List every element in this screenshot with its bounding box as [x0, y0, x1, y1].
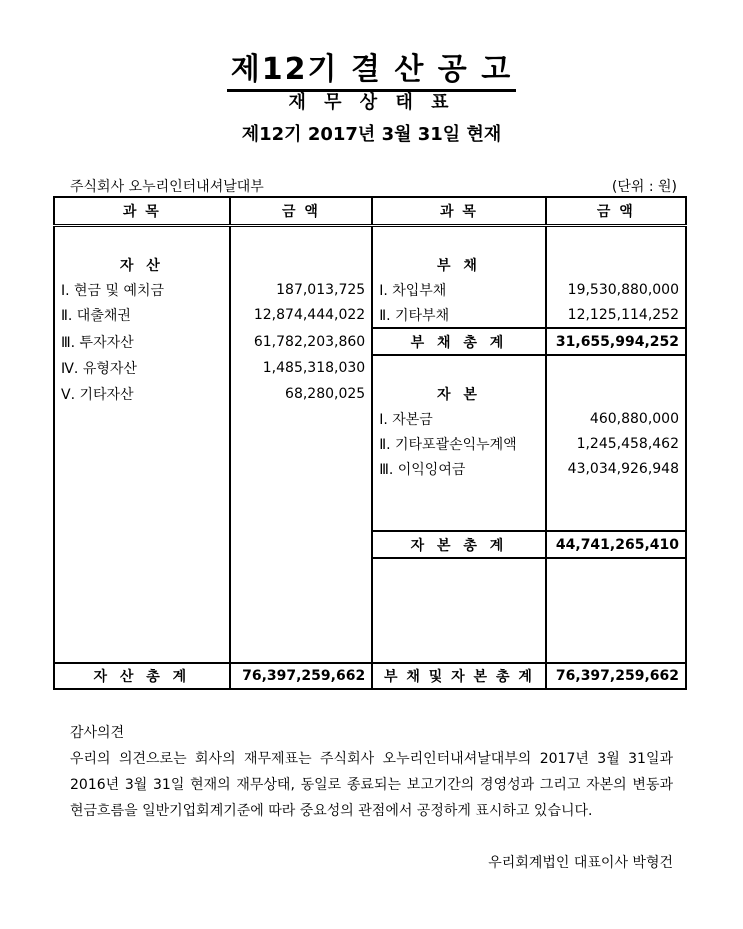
equity-total-value: 44,741,265,410 — [546, 531, 686, 558]
table-row — [54, 277, 686, 302]
grand-total-row — [54, 663, 686, 689]
table-row — [54, 531, 686, 558]
asset-label: Ⅳ. 유형자산 — [54, 355, 230, 381]
company-name: 주식회사 오누리인터내셔날대부 — [70, 179, 264, 195]
table-row — [54, 456, 686, 481]
asset-label: Ⅲ. 투자자산 — [54, 328, 230, 355]
table-header — [54, 197, 686, 226]
equity-section-label: 자 본 — [372, 381, 545, 406]
audit-heading: 감사의견 — [70, 725, 125, 741]
liabilities-equity-total-value: 76,397,259,662 — [546, 663, 686, 689]
equity-label: Ⅰ. 자본금 — [372, 406, 545, 431]
table-row — [54, 355, 686, 381]
header-amount-right: 금 액 — [546, 197, 686, 226]
statement-title: 재 무 상 태 표 — [288, 92, 455, 113]
assets-total-label: 자 산 총 계 — [54, 663, 230, 689]
assets-total-value: 76,397,259,662 — [230, 663, 373, 689]
liabilities-total-label: 부 채 총 계 — [372, 328, 545, 355]
asset-value: 68,280,025 — [230, 381, 373, 406]
liability-value: 12,125,114,252 — [546, 302, 686, 328]
table-row — [54, 406, 686, 431]
asset-value: 1,485,318,030 — [230, 355, 373, 381]
equity-value: 43,034,926,948 — [546, 456, 686, 481]
equity-label: Ⅲ. 이익잉여금 — [372, 456, 545, 481]
statement-period: 제12기 2017년 3월 31일 현재 — [241, 124, 502, 145]
equity-value: 1,245,458,462 — [546, 431, 686, 456]
asset-value: 61,782,203,860 — [230, 328, 373, 355]
header-item-left: 과 목 — [54, 197, 230, 226]
header-amount-left: 금 액 — [230, 197, 373, 226]
notice-title: 제12기 결 산 공 고 — [0, 44, 743, 88]
unit-label: (단위 : 원) — [611, 179, 677, 195]
asset-value: 187,013,725 — [230, 277, 373, 302]
asset-label: Ⅰ. 현금 및 예치금 — [54, 277, 230, 302]
table-row — [54, 328, 686, 355]
table-row — [54, 558, 686, 663]
equity-value: 460,880,000 — [546, 406, 686, 431]
liabilities-total-value: 31,655,994,252 — [546, 328, 686, 355]
balance-sheet-table — [53, 196, 687, 690]
table-row — [54, 381, 686, 406]
table-row — [54, 252, 686, 277]
liability-label: Ⅱ. 기타부채 — [372, 302, 545, 328]
asset-value: 12,874,444,022 — [230, 302, 373, 328]
liability-value: 19,530,880,000 — [546, 277, 686, 302]
equity-total-label: 자 본 총 계 — [372, 531, 545, 558]
table-row — [54, 481, 686, 531]
asset-label: Ⅱ. 대출채권 — [54, 302, 230, 328]
header-item-right: 과 목 — [372, 197, 545, 226]
audit-opinion-text: 우리의 의견으로는 회사의 재무제표는 주식회사 오누리인터내셔날대부의 2017년 3월 31일과 2016년 3월 31일 현재의 재무상태, 동일로 종료되는 보고기간의 경영성과 그리고 자본의 변동과 현금흐름을 일반기업회계기준에 따라 중요성의 관점에서 공정하게 표시하고 있습니다. — [70, 751, 673, 819]
liabilities-equity-total-label: 부 채 및 자 본 총 계 — [372, 663, 545, 689]
table-row — [54, 431, 686, 456]
equity-label: Ⅱ. 기타포괄손익누계액 — [372, 431, 545, 456]
auditor-signature: 우리회계법인 대표이사 박형건 — [488, 855, 673, 871]
table-row — [54, 302, 686, 328]
liability-label: Ⅰ. 차입부채 — [372, 277, 545, 302]
assets-section-label: 자 산 — [54, 252, 230, 277]
asset-label: Ⅴ. 기타자산 — [54, 381, 230, 406]
liabilities-section-label: 부 채 — [372, 252, 545, 277]
